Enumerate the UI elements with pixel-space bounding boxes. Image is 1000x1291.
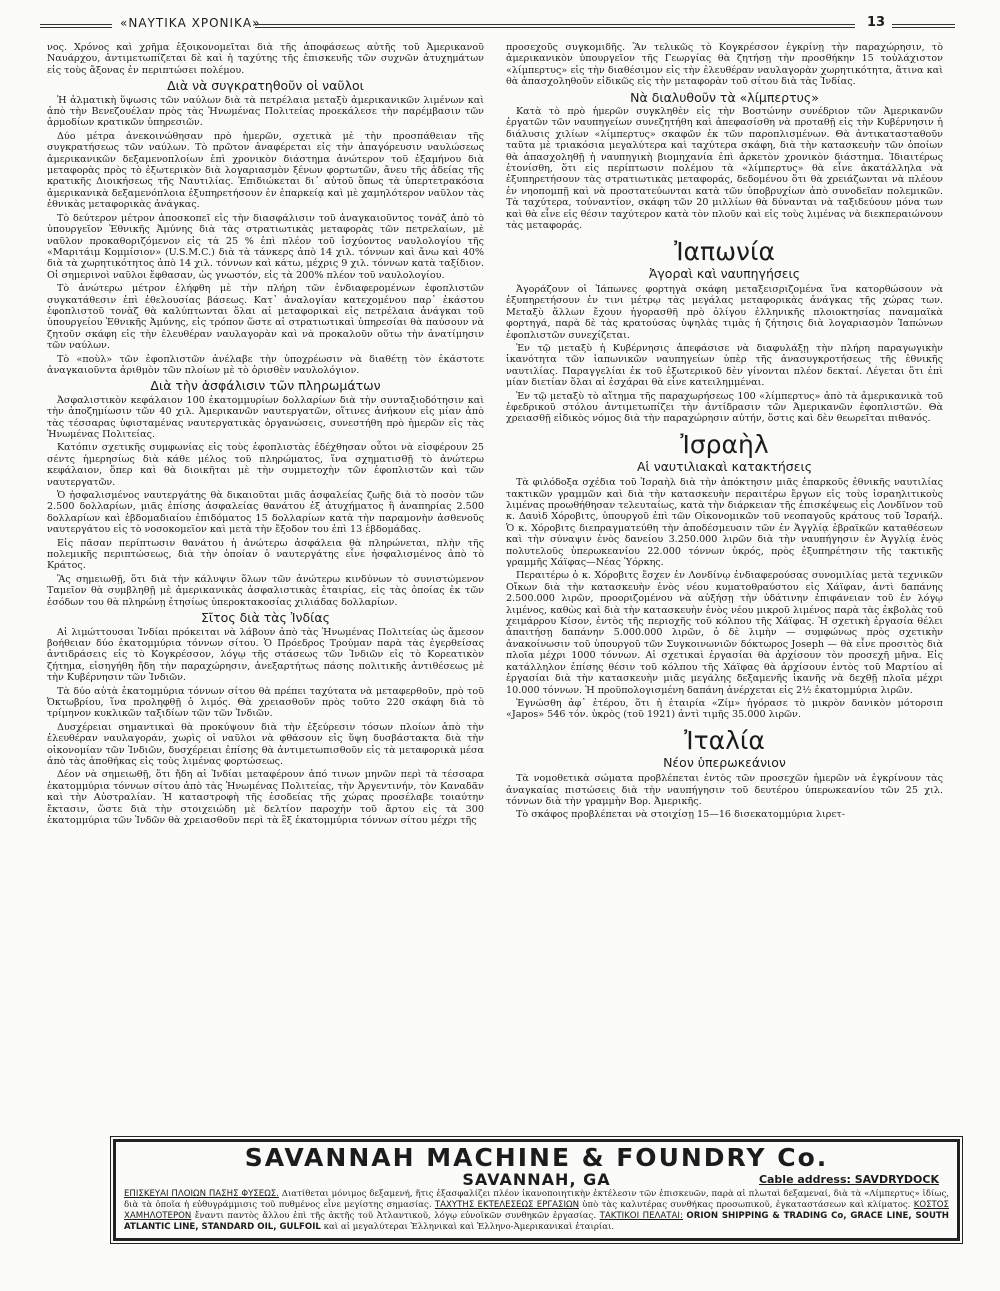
header-rule <box>255 24 855 28</box>
paragraph: Κατόπιν σχετικῆς συμφωνίας εἰς τοὺς ἐφοπλιστὰς ἐδέχθησαν οὗτοι νὰ εἰσφέρουν 25 σέντς ἡμερησίως διὰ κάθε μέλος τοῦ πληρώματος, ἵνα σχηματισθῇ τὸ ἀνώτερω κεφάλαιον, ὅπερ καὶ θὰ διοικῆται μὲ τὴν συμμετοχὴν τῶν ἐφοπλιστῶν καὶ τῶν ναυτεργατῶν. <box>47 442 484 488</box>
advertisement-box <box>113 1139 960 1241</box>
ad-text: καὶ αἱ μεγαλύτεραι Ἑλληνικαὶ καὶ Ἑλληνο-Ἀμερικανικαὶ ἑταιρίαι. <box>323 1222 615 1232</box>
header-rule <box>40 24 112 28</box>
section-heading: Διὰ τὴν ἀσφάλισιν τῶν πληρωμάτων <box>150 378 381 394</box>
country-subheading: Νέον ὑπερωκεάνιον <box>663 754 786 770</box>
paragraph: Ἐγνώσθη ἀφ᾽ ἑτέρου, ὅτι ἡ ἑταιρία «Ζίμ» ἠγόρασε τὸ μικρὸν δανικὸν μότορσιπ «Japos» 546 τόν. ὑκρὸς (τοῦ 1921) ἀντὶ τιμῆς 35.000 λιρῶν. <box>506 697 943 721</box>
paragraph: Τὸ δεύτερον μέτρον ἀποσκοπεῖ εἰς τὴν διασφάλισιν τοῦ ἀναγκαιοῦντος τονάζ ἀπὸ τὸ ὑπουργεῖον Ἐθνικῆς Ἀμύνης διὰ τὰς στρατιωτικὰς μεταφορὰς τῶν πετρελαίων, μὲ ναῦλον προκαθοριζόμενον εἰς τὰ 25 % ἐπὶ πλέον τοῦ ἰσχύοντος ναυλολογίου τῆς «Μαριτάιμ Κομμίσιον» (U.S.M.C.) διὰ τὰ τάνκερς ἀπὸ 14 χιλ. τόννων καὶ ἄνω καὶ 40% διὰ τὰ χωρητικότητος ἀπὸ 14 χιλ. τόννων καὶ κάτω, μέχρις 9 χιλ. τόννων κατὰ ταξίδιον. Οἱ σημερινοὶ ναῦλοι ἔφθασαν, ὡς γνωστόν, εἰς τὰ 200% πλέον τοῦ ναυλολογίου. <box>47 212 484 281</box>
country-heading: Ἰσραὴλ <box>680 429 769 459</box>
paragraph: Δύο μέτρα ἀνεκοινώθησαν πρὸ ἡμερῶν, σχετικὰ μὲ τὴν προσπάθειαν τῆς συγκρατήσεως τῶν ναύλων. Τὸ πρῶτον ἀναφέρεται εἰς τὴν ἀπαγόρευσιν ναυλώσεως ἀμερικανικῶν δεξαμενοπλοίων ἐπὶ χρονικὸν διάστημα ἀνώτερον τοῦ ἐξαμήνου διὰ μεταφορὰς πρὸς τὸ ἐξωτερικὸν διὰ λογαριασμὸν ξένων φορτωτῶν, ἄνευ τῆς ἀδείας τῆς κρατικῆς Διοικήσεως τῆς Ναυτιλίας. Ἐπιδιώκεται δι᾽ αὐτοῦ ὅπως τὰ ὑπερτετρακόσια ἀμερικανικὰ δεξαμενόπλοια ἐξυπηρετήσουν ἐν ἐπαρκείᾳ καὶ μὲ χαμηλότερον ναῦλον τὰς ἐθνικὰς μεταφορικὰς ἀνάγκας. <box>47 130 484 211</box>
country-heading: Ἰαπωνία <box>674 236 775 266</box>
section-heading: Διὰ νὰ συγκρατηθοῦν οἱ ναῦλοι <box>167 78 364 94</box>
page-header <box>40 16 955 36</box>
left-column <box>47 42 484 1132</box>
paragraph: Τὸ «ποὺλ» τῶν ἐφοπλιστῶν ἀνέλαβε τὴν ὑποχρέωσιν νὰ διαθέτῃ τὸν ἑκάστοτε ἀναγκαιοῦντα ἀριθμὸν τῶν πλοίων μὲ τὸ ὁρισθὲν ναυλολόγιον. <box>47 353 484 376</box>
ad-lead: ΚΟΣΤΟΣ ΧΑΜΗΛΟΤΕΡΟΝ <box>124 1200 949 1221</box>
ad-clients: ORION SHIPPING & TRADING Co, GRACE LINE, SOUTH ATLANTIC LINE, STANDARD OIL, GULFOIL <box>124 1211 950 1232</box>
paragraph: Τὸ ἀνώτερω μέτρον ἐλήφθη μὲ τὴν πλήρη τῶν ἐνδιαφερομένων ἐφοπλιστῶν συγκατάθεσιν ἐπὶ ἐθελουσίας βάσεως. Κατ᾽ ἀναλογίαν κατεχομένου παρ᾽ ἑκάστου ἐφοπλιστοῦ τονὰζ θὰ καλύπτωνται ὅλαι αἱ μεταφορικαὶ εἰς πετρέλαια ἀνάγκαι τοῦ ὑπουργείου Ἐθνικῆς Ἀμύνης, εἰς τρόπον ὥστε αἱ στρατιωτικαὶ ὑπηρεσίαι θὰ παύσουν νὰ ζητοῦν σκάφη εἰς τὴν ἐλευθέραν ναυλαγορὰν καὶ νὰ προκαλοῦν οὕτω τὴν ἀνατίμησιν τῶν ναύλων. <box>47 283 484 352</box>
ad-location-row <box>124 1171 949 1189</box>
paragraph: Τὰ φιλόδοξα σχέδια τοῦ Ἰσραὴλ διὰ τὴν ἀπόκτησιν μιᾶς ἐπαρκοῦς ἐθνικῆς ναυτιλίας τακτικῶν γραμμῶν καὶ διὰ τὴν κατασκευὴν περαιτέρω ἔργων εἰς τοὺς ἰσραηλιτικοὺς λιμένας προωθήθησαν τελευταίως, κατὰ τὴν διάρκειαν τῆς ἐπισκέψεως εἰς Λονδῖνον τοῦ κ. Δαυὶδ Χόροβιτς, ὑπουργοῦ ἐπὶ τῶν Οἰκονομικῶν τοῦ νεοπαγοῦς κράτους τοῦ Ἰσραήλ. Ὁ κ. Χόροβιτς διεπραγματεύθη τὴν ἀποδέσμευσιν τῶν ἐν Ἀγγλίᾳ ἑβραϊκῶν καταθέσεων καὶ τὴν σύναψιν ἑνὸς δανείου 3.250.000 λιρῶν διὰ τὴν ναυπήγησιν ἐν Ἀγγλίᾳ ἑνὸς πολυτελοῦς ὑπερωκεανίου 22.000 τόννων ὑκρός, πρὸς ἐξυπηρέτησιν τῆς τακτικῆς γραμμῆς Χάϊφας—Νέας Ὑόρκης. <box>506 477 943 569</box>
paragraph: Τὸ σκάφος προβλέπεται νὰ στοιχίσῃ 15—16 δισεκατομμύρια λιρετ- <box>516 809 845 821</box>
ad-body <box>124 1189 949 1233</box>
right-column <box>506 42 943 1132</box>
paragraph: Εἰς πᾶσαν περίπτωσιν θανάτου ἡ ἀνώτερω ἀσφάλεια θὰ πληρώνεται, πλὴν τῆς πολεμικῆς περιπτώσεως, διὰ τὴν ὁποίαν ὁ ναυτεργάτης εἶνε ἠσφαλισμένος ἀπὸ τὸ Κράτος. <box>47 537 484 572</box>
ad-text: ὑπὸ τὰς καλυτέρας συνθήκας προσωπικοῦ, ἐγκαταστάσεων καὶ κλίματος. <box>582 1200 911 1210</box>
paragraph: Ἐν τῷ μεταξὺ ἡ Κυβέρνησις ἀπεφάσισε νὰ διαφυλάξῃ τὴν πλήρη παραγωγικὴν ἱκανότητα τῶν ἰαπωνικῶν ναυπηγείων ὑπὲρ τῆς ἀνασυγκροτήσεως τῆς ἐθνικῆς ναυτιλίας. Παραγγελίαι ἐκ τοῦ ἐξωτερικοῦ δὲν γίνονται πλέον δεκταί. Λέγεται ὅτι ἐπὶ μίαν διετίαν ὅλαι αἱ ἐσχάραι θὰ εἶνε κατειλημμέναι. <box>506 342 943 389</box>
section-heading: Νὰ διαλυθοῦν τὰ «λίμπερτυς» <box>630 89 819 105</box>
header-rule <box>892 24 955 28</box>
paragraph: Ὁ ἠσφαλισμένος ναυτεργάτης θὰ δικαιοῦται μιᾶς ἀσφαλείας ζωῆς διὰ τὸ ποσὸν τῶν 2.500 δολλαρίων, μιᾶς ἐπίσης ἀσφαλείας θανάτου ἐξ ἀτυχήματος ἢ ἀναπηρίας 2.500 δολλαρίων καὶ ἑβδομαδιαίου ἐπιδόματος 15 δολλαρίων κατὰ τὴν παραμονὴν ἀσθενοῦς ναυτεργάτου εἰς τὸ νοσοκομεῖον καὶ μετὰ τὴν ἔξοδον του ἐπὶ 13 ἑβδομάδας. <box>47 490 484 536</box>
paragraph: Ἐν τῷ μεταξὺ τὸ αἴτημα τῆς παραχωρήσεως 100 «λίμπερτυς» ἀπὸ τὰ ἀμερικανικὰ τοῦ ἐφεδρικοῦ στόλου ἀντιμετωπίζει τὴν ἀντίδρασιν τῶν Ἀμερικανῶν ἐφοπλιστῶν. Θὰ χρειασθῇ εἰδικὸς νόμος διὰ τὴν παραχώρησιν αὐτήν, ὅστις καὶ δὲν θεωρεῖται πιθανός. <box>506 390 943 425</box>
ad-company-name: SAVANNAH MACHINE & FOUNDRY Co. <box>244 1143 829 1172</box>
ad-text: Διατίθεται μόνιμος δεξαμενή, ἥτις ἐξασφαλίζει πλέον ἱκανοποιητικὴν ἐκτέλεσιν τῶν ἐπισκευῶν, παρὰ αἱ πλωταὶ δεξαμεναί, διὰ τὰ «Λίμπερτυς» ἰδίως, διὰ τὰ ὁποῖα ἡ εὐθυγράμμισις τοῦ πυθμένος εἶνε μεγίστης σημασίας. <box>124 1189 949 1210</box>
page-number: 13 <box>867 15 886 30</box>
ad-cable-address: Cable address: SAVDRYDOCK <box>758 1173 939 1186</box>
paragraph: Τὰ νομοθετικὰ σώματα προβλέπεται ἐντὸς τῶν προσεχῶν ἡμερῶν νὰ ἐγκρίνουν τὰς ἀναγκαίας πιστώσεις διὰ τὴν ναυπήγησιν τοῦ δευτέρου ὑπερωκεανίου τῶν 25 χιλ. τόννων διὰ τὴν γραμμὴν Βορ. Ἀμερικῆς. <box>506 773 943 807</box>
ad-city: SAVANNAH, GA <box>462 1170 611 1189</box>
ad-lead: ΤΑΚΤΙΚΟΙ ΠΕΛΑΤΑΙ: <box>599 1211 683 1221</box>
paragraph: Δυσχέρειαι σημαντικαὶ θὰ προκύψουν διὰ τὴν ἐξεύρεσιν τόσων πλοίων ἀπὸ τὴν ἐλευθέραν ναυλαγοράν, χωρὶς οἱ ναῦλοι νὰ φθάσουν εἰς ὕψη δυσβάστακτα διὰ τὴν οἰκονομίαν τῶν Ἰνδιῶν, δυσχέρειαι ἐπίσης θὰ ἀντιμετωπισθοῦν εἰς τὰ μεταφορικὰ μέσα ἀπὸ τὰς ἀποθήκας εἰς τοὺς λιμένας φορτώσεως. <box>47 721 484 767</box>
paragraph: Κατὰ τὸ πρὸ ἡμερῶν συγκληθὲν εἰς τὴν Βοστώνην συνέδριον τῶν Ἀμερικανῶν ἐργατῶν τῶν ναυπηγείων συνεζητήθη καὶ ἀπεφασίσθη νὰ προταθῇ εἰς τὴν Κυβέρνησιν ἡ διάλυσις χιλίων «λίμπερτυς» σκαφῶν ἐκ τῶν παροπλισμένων. Θὰ ἀντικατασταθοῦν ταῦτα μὲ τριακόσια μεγαλύτερα καὶ ταχύτερα σκάφη, διὰ τὴν κατασκευὴν τῶν ὁποίων θὰ ἀπασχοληθῇ ἡ ναυπηγικὴ βιομηχανία ἐπὶ ἀρκετὸν χρονικὸν διάστημα. Ἰδιαιτέρως ἐτονίσθη, ὅτι εἰς περίπτωσιν πολέμου τὰ «λίμπερτυς» θὰ εἶνε ἀκατάλληλα νὰ ἐξυπηρετήσουν τὰς στρατιωτικὰς μεταφοράς, δεδομένου ὅτι θὰ χρειάζωνται νὰ πλέουν ἐν νηοπομπῇ καὶ νὰ προστατεύωνται κατὰ τῶν ὑποβρυχίων ἀπὸ συνοδεῖαν πολεμικῶν. Τὰ ταχύτερα, τοὐναντίον, σκάφη τῶν 20 μιλλίων θὰ δύνανται νὰ ταξιδεύουν μόνα των καὶ θὰ εἶνε εἰς θέσιν ταχύτερον κατὰ τὸν πλοῦν καὶ εἰς τοὺς λιμένας νὰ διεκπεραιώνουν τὰς μεταφοράς. <box>506 106 943 232</box>
country-heading: Ἰταλία <box>684 725 765 755</box>
running-title: «ΝΑΥΤΙΚΑ ΧΡΟΝΙΚΑ» <box>120 16 261 30</box>
section-heading: Σῖτος διὰ τὰς Ἰνδίας <box>201 610 330 626</box>
paragraph: Ἀσφαλιστικὸν κεφάλαιον 100 ἑκατομμυρίων δολλαρίων διὰ τὴν συνταξιοδότησιν καὶ τὴν ἀποζημίωσιν τῶν 40 χιλ. Ἀμερικανῶν ναυτεργατῶν, οἵτινες ἀνήκουν εἰς μίαν ἀπὸ τὰς τέσσαρας ὑφισταμένας ναυτεργατικὰς ὀργανώσεις, συνεστήθη πρὸ ἡμερῶν εἰς τὰς Ἡνωμένας Πολιτείας. <box>47 394 484 440</box>
paragraph: Δέον νὰ σημειωθῇ, ὅτι ἤδη αἱ Ἰνδίαι μεταφέρουν ἀπό τινων μηνῶν περὶ τὰ τέσσαρα ἑκατομμύρια τόννων σίτου ἀπὸ τὰς Ἡνωμένας Πολιτείας, τὴν Ἀργεντινήν, τὸν Καναδᾶν καὶ τὴν Αὐστραλίαν. Ἡ καταστροφὴ τῆς ἐσοδείας τῆς χώρας προσέλαβε τοιαύτην ἔκτασιν, ὥστε διὰ τὴν στοιχειώδη μὲ δελτίον παροχὴν τοῦ ἄρτου εἰς τὰ 300 ἑκατομμύρια τῶν Ἰνδῶν θὰ χρειασθοῦν περὶ τὰ ἓξ ἑκατομμύρια τόννων σίτου μέχρι τῆς <box>47 769 484 826</box>
ad-lead: ΤΑΧΥΤΗΣ ΕΚΤΕΛΕΣΕΩΣ ΕΡΓΑΣΙΩΝ <box>434 1200 579 1210</box>
paragraph: Αἱ λιμώττουσαι Ἰνδίαι πρόκειται νὰ λάβουν ἀπὸ τὰς Ἡνωμένας Πολιτείας ὡς ἄμεσον βοήθειαν δύο ἑκατομμύρια τόννων σίτου. Ὁ Πρόεδρος Τρούμαν παρὰ τὰς ἐγερθείσας ἀντιδράσεις εἰς τὸ Κογκρέσσον, λόγῳ τῆς στάσεως τῶν Ἰνδιῶν εἰς τὸ Κορεατικὸν ζήτημα, εἰσηγήθη ἤδη τὴν παραχώρησιν, ἀνεξαρτήτως πάσης πολιτικῆς ἀντιθέσεως μὲ τὴν Κυβέρνησιν τῶν Ἰνδιῶν. <box>47 626 484 684</box>
intro-paragraph: νος. Χρόνος καὶ χρῆμα ἐξοικονομεῖται διὰ τῆς ἀποφάσεως αὐτῆς τοῦ Ἀμερικανοῦ Ναυάρχου, ἀντιμετωπίζεται δὲ καὶ ἡ ταχύτης τῆς ἐπισκευῆς τῶν συχνῶν ἀτυχημάτων εἰς τοὺς ἄξονας ἐν περιπτώσει πολέμου. <box>47 42 484 76</box>
country-subheading: Ἀγοραὶ καὶ ναυπηγήσεις <box>648 265 801 281</box>
paragraph: Περαιτέρω ὁ κ. Χόροβιτς ἔσχεν ἐν Λονδίνῳ ἐνδιαφερούσας συνομιλίας μετὰ τεχνικῶν Οἴκων διὰ τὴν κατασκευὴν ἑνὸς νέου κυματοθραύστου εἰς Χάϊφαν, ἀντὶ δαπάνης 2.500.000 λιρῶν, προοριζομένου νὰ αὐξήσῃ τὴν ὑδάτινην ἐπιφάνειαν τοῦ ἐν λόγῳ λιμένος, καθὼς καὶ διὰ τὴν κατασκευὴν ἑνὸς νέου μικροῦ λιμένος παρὰ τὰς ἐκβολὰς τοῦ χειμάρρου Κίσον, ἐντὸς τῆς περιοχῆς τοῦ κόλπου τῆς Χάϊφας. Ἡ σχετικὴ ἐργασία θέλει ἀπαιτήσῃ δαπάνην 5.000.000 λιρῶν, ὁ δὲ λιμὴν — συμφώνως πρὸς σχετικὴν ἀνακοίνωσιν τοῦ ὑπουργοῦ τῶν Συγκοινωνιῶν δόκτωρος Joseph — θὰ εἶνε προσιτὸς διὰ πλοῖα μέχρι 1000 τόννων. Αἱ σχετικαὶ ἐργασίαι θὰ ἀρχίσουν τὸν προσεχῆ μῆνα. Εἰς κατάλληλον ἐπίσης θέσιν τοῦ κόλπου τῆς Χάϊφας θὰ ἀρχίσουν ἐντὸς τοῦ Μαρτίου αἱ ἐργασίαι διὰ τὴν κατασκευὴν μιᾶς μεγάλης δεξαμενῆς ἱκανῆς νὰ δεχθῇ πλοῖα μέχρι 10.000 τόννων. Ἡ προϋπολογισμένη δαπάνη ἀνέρχεται εἰς 2½ ἑκατομμύρια λιρῶν. <box>506 570 943 696</box>
paragraph: Τὰ δύο αὐτὰ ἑκατομμύρια τόννων σίτου θὰ πρέπει ταχύτατα νὰ μεταφερθοῦν, πρὸ τοῦ Ὀκτωβρίου, ἵνα προληφθῇ ὁ λιμός. Θὰ χρειασθοῦν πρὸς τοῦτο 220 σκάφη διὰ τὸ τρίμηνον κυκλικῶν ταξιδίων τῶν τῶν Ἰνδιῶν. <box>47 685 484 720</box>
ad-text: ἔναντι παντὸς ἄλλου ἐπὶ τῆς ἀκτῆς τοῦ Ἀτλαντικοῦ, λόγῳ εὐνοϊκῶν συνθηκῶν ἐργασίας. <box>194 1211 597 1221</box>
country-subheading: Αἱ ναυτιλιακαὶ κατακτήσεις <box>636 458 813 474</box>
ad-lead: ΕΠΙΣΚΕΥΑΙ ΠΛΟΙΩΝ ΠΑΣΗΣ ΦΥΣΕΩΣ. <box>124 1189 279 1199</box>
paragraph: Ἀγοράζουν οἱ Ἰάπωνες φορτηγὰ σκάφη μεταξεισριζομένα ἵνα κατορθώσουν νὰ ἐξυπηρετήσουν ἐν τινι μέτρῳ τὰς μεγάλας μεταφορικὰς ἀνάγκας τῆς χώρας των. Μεταξὺ ἄλλων ἔχουν ἠγορασθῆ πρὸ ὀλίγου ἑλληνικῆς πλοιοκτησίας παναμαϊκὰ φορτηγά, παρὰ δὲ τὰς κρατούσας ὑψηλὰς τιμὰς ἡ ζήτησις διὰ λογαριασμὸν Ἰαπώνων ἐφοπλιστῶν συνεχίζεται. <box>506 283 943 341</box>
intro-paragraph: προσεχοῦς συγκομιδῆς. Ἂν τελικῶς τὸ Κογκρέσσον ἐγκρίνῃ τὴν παραχώρησιν, τὸ ἀμερικανικὸν ὑπουργεῖον τῆς Γεωργίας θὰ ζητήσῃ τὴν προσθήκην 15 τοὐλάχιστον «λίμπερτυς» εἰς τὴν διαθέσιμον εἰς τὴν ἐλευθέραν ναυλαγορὰν χωρητικότητα, ἅτινα καὶ θὰ ἀπασχοληθοῦν εἰδικῶς εἰς τὴν μεταφορὰν τοῦ σίτου διὰ τὰς Ἰνδίας. <box>506 42 943 88</box>
paragraph: Ἡ ἀλματικὴ ὕψωσις τῶν ναύλων διὰ τὰ πετρέλαια μεταξὺ ἀμερικανικῶν λιμένων καὶ ἀπὸ τὴν Βενεζουέλαν πρὸς τὰς Ἡνωμένας Πολιτείας προεκάλεσε τὴν παρέμβασιν τῶν ἁρμοδίων κρατικῶν ὑπηρεσιῶν. <box>47 94 484 129</box>
paragraph: Ἂς σημειωθῇ, ὅτι διὰ τὴν κάλυψιν ὅλων τῶν ἀνώτερω κινδύνων τὸ συνιστώμενον Ταμεῖον θὰ συμβληθῇ μὲ ἀμερικανικὰς ἀσφαλιστικὰς ἑταιρίας, εἰς τὰς ὁποίας ἐκ τῶν ἐσόδων του θὰ πληρώνῃ ἐτησίως ὑπεροκτακοσίας χιλιάδας δολλαρίων. <box>47 573 484 608</box>
